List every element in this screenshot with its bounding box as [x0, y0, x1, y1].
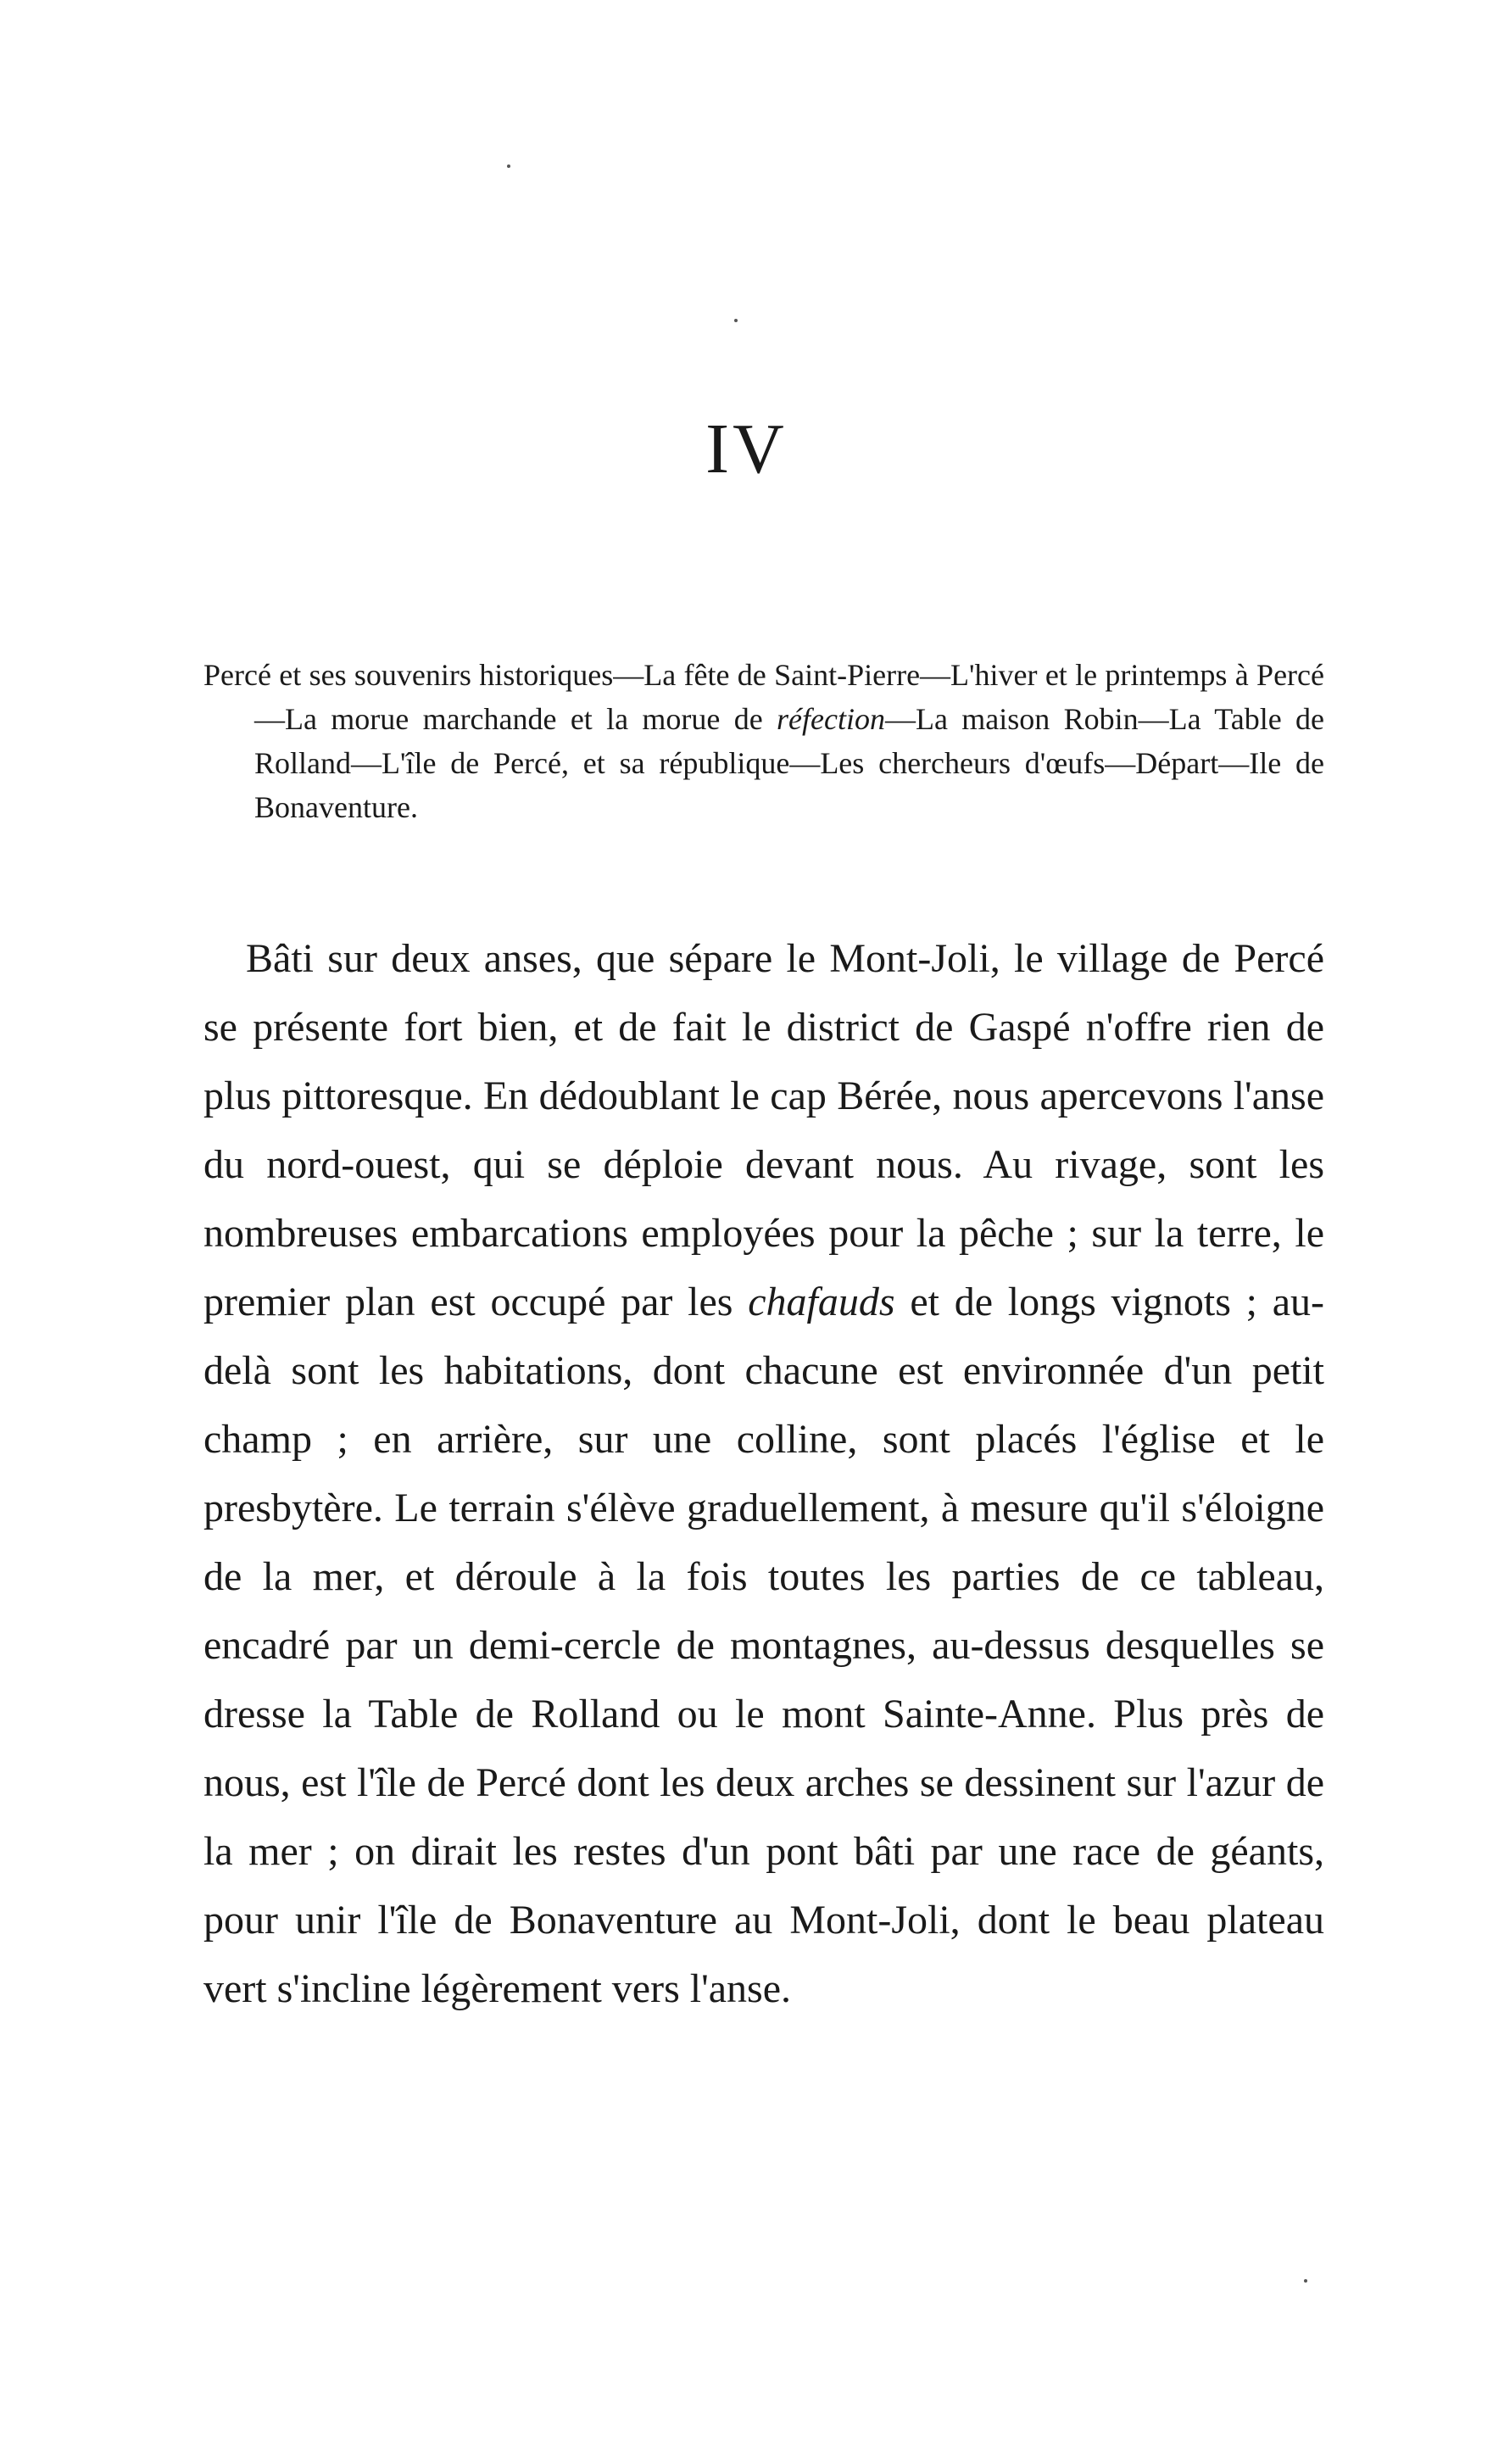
body-paragraph-text-continued: et de longs vignots ; au-delà sont les habitations, dont chacune est environnée d'un petit champ ; en arrière, sur une colline, sont placés l'église et le presbytère. Le terrain s'élève graduellement, à mesure qu'il s'éloigne de la mer, et déroule à la fois toutes les parties de ce tableau, encadré par un demi-cercle de montagnes, au-dessus desquelles se dresse la Table de Rolland ou le mont Sainte-Anne. Plus près de nous, est l'île de Percé dont les deux arches se dessinent sur l'azur de la mer ; on dirait les restes d'un pont bâti par une race de géants, pour unir l'île de Bonaventure au Mont-Joli, dont le beau plateau vert s'incline légèrement vers l'anse. — [203, 1279, 1324, 2011]
body-paragraph — [203, 924, 1324, 2023]
chapter-summary-text-continued: —La maison Robin—La Table de Rolland—L'île de Percé, et sa république—Les chercheurs d'œufs—Départ—Ile de Bonaventure. — [254, 702, 1324, 824]
body-paragraph-text: Bâti sur deux anses, que sépare le Mont-Joli, le village de Percé se présente fort bien, et de fait le district de Gaspé n'offre rien de plus pittoresque. En dédoublant le cap Bérée, nous apercevons l'anse du nord-ouest, qui se déploie devant nous. Au rivage, sont les nombreuses embarcations employées pour la pêche ; sur la terre, le premier plan est occupé par les — [203, 936, 1324, 1324]
page-speck — [507, 164, 510, 168]
chapter-summary-text: Percé et ses souvenirs historiques—La fête de Saint-Pierre—L'hiver et le printemps à Percé—La morue marchande et la morue de — [203, 658, 1324, 736]
chapter-number: IV — [705, 410, 788, 488]
page-speck — [1304, 2279, 1307, 2283]
chapter-summary-italic: réfection — [777, 702, 885, 736]
page-speck — [734, 319, 738, 322]
body-paragraph-italic: chafauds — [748, 1279, 895, 1324]
chapter-summary — [203, 653, 1324, 829]
